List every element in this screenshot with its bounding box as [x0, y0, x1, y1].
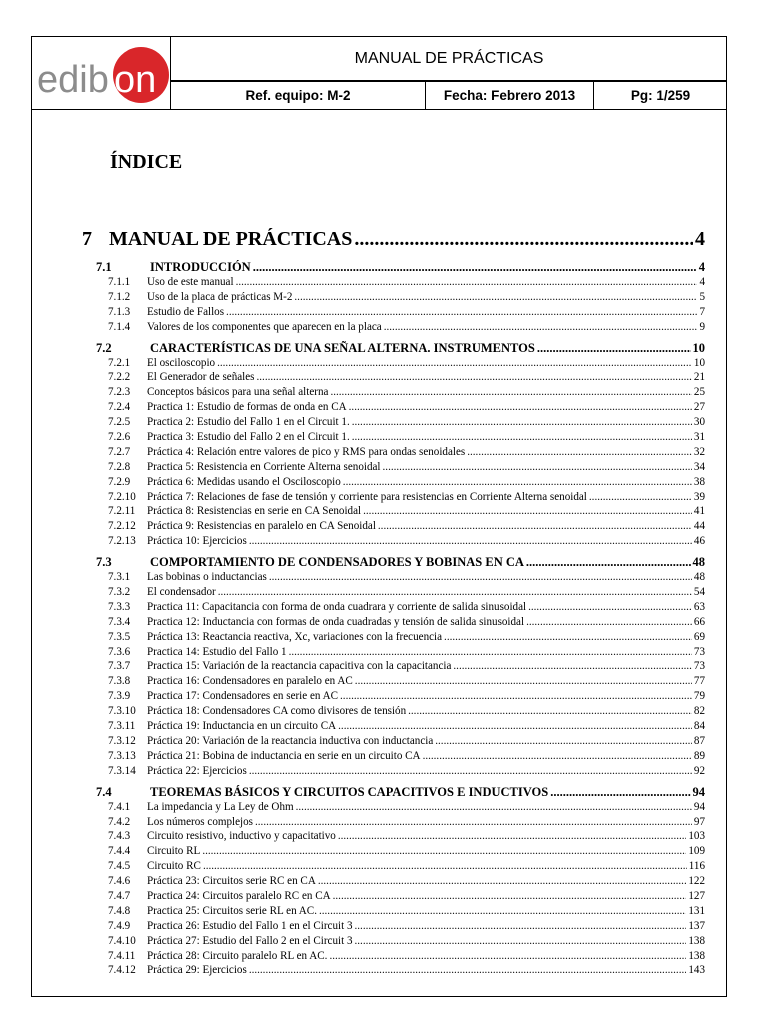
toc-chapter[interactable] [82, 228, 705, 258]
toc-chapter-title: MANUAL DE PRÁCTICAS [109, 228, 353, 250]
toc-entry-number: 7.2.7 [108, 445, 131, 458]
toc-entry-page: 89 [693, 749, 705, 762]
toc-entry-number: 7.4.12 [108, 964, 136, 977]
toc-leader-dots [355, 919, 687, 934]
toc-leader-dots [333, 889, 687, 904]
toc-entry-page: 9 [699, 320, 705, 333]
toc-entry-number: 7.2.5 [108, 416, 131, 429]
toc-entry-title: Uso de este manual [147, 276, 234, 288]
toc-entry[interactable] [82, 704, 705, 719]
toc-entry-page: 92 [693, 764, 705, 777]
edibon-logo [32, 37, 171, 110]
toc-leader-dots [453, 659, 692, 674]
toc-entry[interactable] [82, 844, 705, 859]
toc-entry-page: 48 [693, 571, 705, 584]
toc-entry-title: Práctica 23: Circuitos serie RC en CA [147, 875, 316, 888]
toc-entry[interactable] [82, 815, 705, 830]
toc-entry-page: 73 [693, 645, 705, 658]
toc-leader-dots [349, 400, 692, 415]
toc-entry-page: 82 [693, 705, 705, 718]
toc-entry-title: Práctica 20: Variación de la reactancia inductiva con inductancia [147, 734, 434, 747]
header-info-row [171, 82, 727, 110]
toc-entry-page: 137 [688, 919, 705, 932]
toc-entry-number: 7.4.1 [108, 800, 131, 813]
index-title: ÍNDICE [110, 151, 183, 173]
toc-entry-number: 7.3.9 [108, 690, 131, 703]
toc-entry-title: Practica 3: Estudio del Fallo 2 en el Circuit 1. [147, 431, 350, 444]
toc-entry-page: 103 [688, 830, 705, 843]
toc-entry-number: 7.4.2 [108, 815, 131, 828]
toc-entry-number: 7.3.3 [108, 600, 131, 613]
toc-entry-number: 7.3.4 [108, 615, 131, 628]
toc-entry-page: 41 [693, 505, 705, 518]
toc-leader-dots [249, 963, 687, 978]
toc-entry-number: 7.2.4 [108, 401, 131, 414]
toc-entry-title: Práctica 29: Ejercicios [147, 964, 247, 977]
toc-leader-dots [378, 519, 692, 534]
toc-entry-number: 7.3.11 [108, 720, 136, 733]
toc-leader-dots [338, 719, 692, 734]
toc-entry-title: El Generador de señales [147, 371, 255, 384]
manual-title: MANUAL DE PRÁCTICAS [171, 37, 727, 82]
toc-entry-number: 7.4.9 [108, 919, 131, 932]
toc-chapter-page: 4 [695, 228, 705, 250]
toc-leader-dots [203, 859, 687, 874]
toc-entry[interactable] [82, 645, 705, 660]
toc-leader-dots [319, 904, 686, 919]
toc-entry-page: 97 [693, 815, 705, 828]
toc-entry-page: 127 [688, 889, 705, 902]
toc-leader-dots [537, 341, 691, 356]
toc-leader-dots [249, 534, 692, 549]
toc-section[interactable] [82, 260, 705, 275]
toc-entry-title: Práctica 6: Medidas usando el Osciloscopio [147, 475, 341, 488]
toc-entry-title: Practica 2: Estudio del Fallo 1 en el Circuit 1. [147, 416, 350, 429]
toc-entry-title: Práctica 19: Inductancia en un circuito CA [147, 720, 337, 733]
toc-entry[interactable] [82, 534, 705, 549]
toc-entry-title: Práctica 28: Circuito paralelo RL en AC. [147, 949, 328, 962]
toc-leader-dots [269, 570, 692, 585]
toc-entry-number: 7.1.2 [108, 290, 131, 303]
toc-entry-number: 7.2.2 [108, 371, 131, 384]
toc-entry-number: 7.4.7 [108, 889, 131, 902]
toc-leader-dots [384, 320, 698, 335]
toc-entry-number: 7.1.1 [108, 276, 131, 288]
toc-entry[interactable] [82, 504, 705, 519]
toc-entry-number: 7.2.3 [108, 386, 131, 399]
toc-chapter-number: 7 [82, 228, 92, 250]
toc-entry[interactable] [82, 290, 705, 305]
toc-leader-dots [467, 445, 692, 460]
toc-leader-dots [363, 504, 692, 519]
toc-entry-page: 31 [693, 431, 705, 444]
toc-entry[interactable] [82, 490, 705, 505]
toc-entry-number: 7.3.10 [108, 705, 136, 718]
toc-entry[interactable] [82, 719, 705, 734]
toc-leader-dots [444, 630, 692, 645]
toc-entry-page: 87 [693, 734, 705, 747]
toc-entry-page: 27 [693, 401, 705, 414]
date: Fecha: Febrero 2013 [425, 82, 593, 109]
toc-entry-page: 39 [693, 490, 705, 503]
toc-entry-page: 66 [693, 615, 705, 628]
toc-entry-page: 138 [688, 934, 705, 947]
toc-leader-dots [526, 615, 692, 630]
toc-leader-dots [526, 555, 691, 570]
toc-entry-title: Circuito resistivo, inductivo y capacitativo [147, 830, 336, 843]
toc-entry-number: 7.2.8 [108, 460, 131, 473]
toc-entry[interactable] [82, 764, 705, 779]
toc-entry[interactable] [82, 734, 705, 749]
toc-entry-number: 7.2.6 [108, 431, 131, 444]
toc-entry-page: 32 [693, 445, 705, 458]
toc-entry-number: 7.3.6 [108, 645, 131, 658]
toc-entry-page: 44 [693, 520, 705, 533]
toc-entry-title: Practica 14: Estudio del Fallo 1 [147, 645, 287, 658]
toc-leader-dots [589, 490, 692, 505]
toc-leader-dots [435, 734, 692, 749]
toc-entry-title: Los números complejos [147, 815, 253, 828]
toc-leader-dots [289, 645, 692, 660]
toc-entry-page: 122 [688, 875, 705, 888]
toc-entry-number: 7.2.10 [108, 490, 136, 503]
toc-entry[interactable] [82, 904, 705, 919]
toc-leader-dots [329, 949, 686, 964]
toc-entry-title: El osciloscopio [147, 356, 216, 369]
toc-entry-title: Practica 25: Circuitos serie RL en AC. [147, 904, 317, 917]
toc-entry-title: Practica 11: Capacitancia con forma de onda cuadrara y corriente de salida sinusoidal [147, 600, 527, 613]
toc-entry-number: 7.4.11 [108, 949, 136, 962]
toc-leader-dots [249, 764, 692, 779]
toc-entry-number: 7.1.3 [108, 305, 131, 318]
toc-entry-title: Practica 12: Inductancia con formas de onda cuadradas y tensión de salida sinusoidal [147, 615, 525, 628]
toc-leader-dots [253, 260, 697, 275]
toc-entry-number: 7.3.1 [108, 571, 131, 584]
toc-entry[interactable] [82, 320, 705, 335]
toc-entry-page: 21 [693, 371, 705, 384]
toc-entry[interactable] [82, 689, 705, 704]
toc-entry-page: 73 [693, 660, 705, 673]
toc-entry-title: Práctica 27: Estudio del Fallo 2 en el Circuit 3 [147, 934, 353, 947]
toc-entry-page: 7 [699, 305, 705, 318]
toc-entry-page: 94 [693, 800, 705, 813]
toc-entry-title: La impedancia y La Ley de Ohm [147, 800, 294, 813]
toc-section-number: 7.1 [96, 260, 112, 274]
toc-entry[interactable] [82, 519, 705, 534]
toc-entry-number: 7.4.8 [108, 904, 131, 917]
toc-entry[interactable] [82, 600, 705, 615]
toc-leader-dots [423, 749, 692, 764]
toc-entry[interactable] [82, 356, 705, 371]
toc-entry-page: 5 [699, 290, 705, 303]
toc-entry[interactable] [82, 460, 705, 475]
toc-leader-dots [383, 460, 692, 475]
toc-entry-title: Practica 1: Estudio de formas de onda en CA [147, 401, 347, 414]
toc-entry-title: El condensador [147, 586, 216, 599]
toc-entry-number: 7.3.2 [108, 586, 131, 599]
toc-entry-page: 4 [699, 276, 705, 288]
toc-entry-page: 10 [693, 356, 705, 369]
toc-section-title: INTRODUCCIÓN [150, 260, 251, 274]
toc-entry-number: 7.4.5 [108, 860, 131, 873]
logo-text-edib: edib [37, 59, 109, 101]
toc-entry-number: 7.3.8 [108, 675, 131, 688]
table-of-contents [82, 228, 705, 978]
toc-entry-title: Practica 24: Circuitos paralelo RC en CA [147, 889, 331, 902]
toc-entry[interactable] [82, 859, 705, 874]
toc-leader-dots [318, 874, 687, 889]
toc-entry[interactable] [82, 630, 705, 645]
toc-leader-dots [550, 785, 690, 800]
toc-entry-number: 7.2.1 [108, 356, 131, 369]
toc-entry-number: 7.3.12 [108, 734, 136, 747]
toc-section-title: COMPORTAMIENTO DE CONDENSADORES Y BOBINAS EN CA [150, 555, 524, 570]
toc-leader-dots [338, 829, 687, 844]
toc-leader-dots [340, 689, 692, 704]
toc-entry-page: 77 [693, 675, 705, 688]
toc-entry-number: 7.1.4 [108, 320, 131, 333]
toc-entry[interactable] [82, 570, 705, 585]
toc-entry-page: 116 [688, 860, 705, 873]
toc-entry-number: 7.3.13 [108, 749, 136, 762]
toc-leader-dots [236, 275, 698, 290]
toc-entry[interactable] [82, 415, 705, 430]
toc-entry-title: Practica 15: Variación de la reactancia capacitiva con la capacitancia [147, 660, 452, 673]
toc-entry-number: 7.4.10 [108, 934, 136, 947]
toc-entry-page: 63 [693, 600, 705, 613]
toc-section[interactable] [82, 555, 705, 570]
toc-leader-dots [217, 356, 692, 371]
toc-section-page: 10 [692, 340, 705, 355]
toc-leader-dots [352, 415, 692, 430]
toc-entry-title: Practica 5: Resistencia en Corriente Alterna senoidal [147, 460, 381, 473]
toc-entry[interactable] [82, 874, 705, 889]
toc-leader-dots [330, 385, 691, 400]
toc-entry-title: Circuito RL [147, 845, 201, 858]
toc-entry-number: 7.3.5 [108, 630, 131, 643]
toc-entry-title: Práctica 4: Relación entre valores de pico y RMS para ondas senoidales [147, 445, 466, 458]
toc-section[interactable] [82, 341, 705, 356]
toc-entry[interactable] [82, 615, 705, 630]
toc-leader-dots [354, 228, 693, 251]
toc-entry-title: Valores de los componentes que aparecen en la placa [147, 320, 382, 333]
toc-leader-dots [202, 844, 686, 859]
toc-entry-number: 7.2.11 [108, 505, 136, 518]
toc-entry[interactable] [82, 659, 705, 674]
toc-entry[interactable] [82, 889, 705, 904]
toc-entry-page: 69 [693, 630, 705, 643]
toc-leader-dots [408, 704, 692, 719]
page-number: Pg: 1/259 [593, 82, 727, 109]
toc-entry-page: 143 [688, 964, 705, 977]
toc-entry-title: Práctica 22: Ejercicios [147, 764, 247, 777]
toc-section-title: CARACTERÍSTICAS DE UNA SEÑAL ALTERNA. INSTRUMENTOS [150, 340, 535, 355]
toc-entry-title: Conceptos básicos para una señal alterna [147, 386, 329, 399]
logo-text-on: on [114, 59, 157, 101]
toc-entry[interactable] [82, 305, 705, 320]
toc-entry-number: 7.3.7 [108, 660, 131, 673]
toc-entry[interactable] [82, 385, 705, 400]
toc-entry-title: Practica 26: Estudio del Fallo 1 en el Circuit 3 [147, 919, 353, 932]
toc-entry-page: 79 [693, 690, 705, 703]
toc-section-number: 7.4 [96, 784, 112, 799]
toc-leader-dots [294, 290, 697, 305]
toc-leader-dots [352, 430, 692, 445]
toc-section-number: 7.2 [96, 340, 112, 355]
toc-entry-title: Práctica 21: Bobina de inductancia en serie en un circuito CA [147, 749, 421, 762]
toc-leader-dots [255, 815, 692, 830]
toc-entry-title: Practica 16: Condensadores en paralelo en AC [147, 675, 353, 688]
toc-entry-title: Práctica 18: Condensadores CA como divisores de tensión [147, 705, 407, 718]
toc-entry-number: 7.3.14 [108, 764, 136, 777]
toc-entry[interactable] [82, 674, 705, 689]
toc-entry-page: 46 [693, 535, 705, 548]
toc-entry-page: 138 [688, 949, 705, 962]
toc-entry[interactable] [82, 934, 705, 949]
toc-entry-title: Práctica 9: Resistencias en paralelo en CA Senoidal [147, 520, 376, 533]
toc-entry-number: 7.2.9 [108, 475, 131, 488]
toc-entry-title: Práctica 10: Ejercicios [147, 535, 247, 548]
toc-entry[interactable] [82, 749, 705, 764]
toc-entry-page: 25 [693, 386, 705, 399]
toc-entry-number: 7.4.3 [108, 830, 131, 843]
toc-entry[interactable] [82, 829, 705, 844]
toc-leader-dots [528, 600, 692, 615]
toc-section-number: 7.3 [96, 555, 112, 570]
toc-entry-number: 7.2.13 [108, 535, 136, 548]
toc-entry[interactable] [82, 430, 705, 445]
toc-leader-dots [296, 800, 692, 815]
toc-entry-page: 109 [688, 845, 705, 858]
toc-entry-title: Práctica 13: Reactancia reactiva, Xc, variaciones con la frecuencia [147, 630, 443, 643]
toc-leader-dots [226, 305, 697, 320]
toc-entry[interactable] [82, 800, 705, 815]
equipment-ref: Ref. equipo: M-2 [245, 88, 351, 103]
toc-leader-dots [355, 674, 692, 689]
toc-entry[interactable] [82, 585, 705, 600]
toc-entry[interactable] [82, 275, 705, 290]
toc-entry-title: Estudio de Fallos [147, 305, 225, 318]
toc-entry[interactable] [82, 400, 705, 415]
toc-entry[interactable] [82, 949, 705, 964]
toc-leader-dots [257, 370, 692, 385]
toc-entry-page: 38 [693, 475, 705, 488]
toc-entry-number: 7.2.12 [108, 520, 136, 533]
toc-section-page: 4 [698, 260, 705, 274]
toc-entry-number: 7.4.6 [108, 875, 131, 888]
toc-entry-page: 34 [693, 460, 705, 473]
toc-leader-dots [355, 934, 687, 949]
toc-entry-page: 30 [693, 416, 705, 429]
toc-section[interactable] [82, 785, 705, 800]
toc-entry-page: 84 [693, 720, 705, 733]
toc-entry-title: Las bobinas o inductancias [147, 571, 267, 584]
toc-entry-number: 7.4.4 [108, 845, 131, 858]
toc-entry-title: Práctica 7: Relaciones de fase de tensión y corriente para resistencias en Corriente Alterna senoidal [147, 490, 587, 503]
toc-leader-dots [218, 585, 692, 600]
toc-entry[interactable] [82, 919, 705, 934]
toc-entry[interactable] [82, 963, 705, 978]
toc-entry[interactable] [82, 475, 705, 490]
toc-entry[interactable] [82, 445, 705, 460]
toc-entry-title: Uso de la placa de prácticas M-2 [147, 290, 293, 303]
toc-entry-title: Practica 17: Condensadores en serie en AC [147, 690, 339, 703]
toc-section-page: 48 [692, 555, 705, 570]
toc-section-page: 94 [692, 784, 705, 799]
toc-entry-page: 131 [688, 904, 705, 917]
toc-leader-dots [343, 475, 692, 490]
toc-entry[interactable] [82, 370, 705, 385]
toc-entry-title: Práctica 8: Resistencias en serie en CA Senoidal [147, 505, 362, 518]
toc-entry-title: Circuito RC [147, 860, 201, 873]
toc-entry-page: 54 [693, 586, 705, 599]
toc-section-title: TEOREMAS BÁSICOS Y CIRCUITOS CAPACITIVOS E INDUCTIVOS [150, 784, 549, 799]
